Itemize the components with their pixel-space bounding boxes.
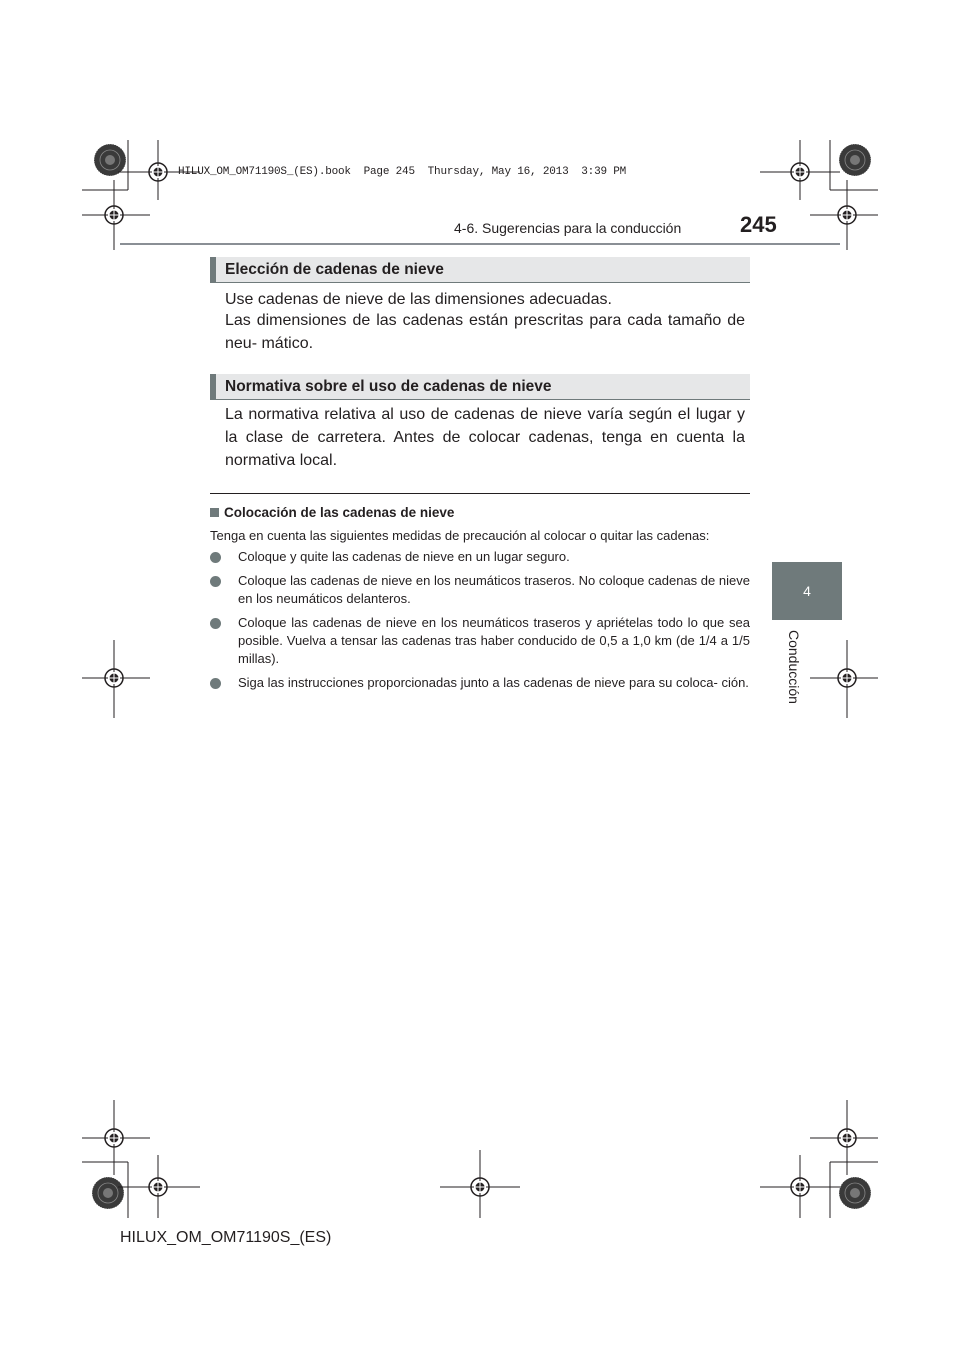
section-paragraph: Las dimensiones de las cadenas están prescritas para cada tamaño de neu- mático.: [225, 312, 745, 352]
header-rule: [120, 243, 840, 245]
note-title: [210, 505, 454, 520]
title-bar-accent: [210, 374, 216, 399]
chapter-number: 4: [803, 583, 811, 599]
list-item: [210, 572, 750, 608]
section-divider: [210, 493, 750, 494]
registration-sunburst-icon: [92, 1177, 124, 1209]
list-item: [210, 614, 750, 668]
section-title: Elección de cadenas de nieve: [225, 261, 444, 278]
list-item: [210, 674, 750, 692]
bullet-dot-icon: [210, 576, 221, 587]
list-item-text: Siga las instrucciones proporcionadas junto a las cadenas de nieve para su coloca- ción.: [238, 675, 749, 690]
bullet-dot-icon: [210, 678, 221, 689]
section-title: Normativa sobre el uso de cadenas de nieve: [225, 378, 552, 395]
running-header-section: 4-6. Sugerencias para la conducción: [454, 220, 682, 236]
note-intro: Tenga en cuenta las siguientes medidas de precaución al colocar o quitar las cadenas:: [210, 528, 710, 543]
bullet-dot-icon: [210, 618, 221, 629]
note-title-text: Colocación de las cadenas de nieve: [224, 505, 455, 520]
bullet-dot-icon: [210, 552, 221, 563]
page-number: 245: [740, 212, 777, 237]
registration-sunburst-icon: [839, 1177, 871, 1209]
section-paragraph: La normativa relativa al uso de cadenas de nieve varía según el lugar y la clase de carretera. Antes de colocar cadenas, tenga en cuenta la normativa local.: [225, 406, 745, 469]
list-item-text: Coloque y quite las cadenas de nieve en un lugar seguro.: [238, 549, 570, 564]
list-item: [210, 548, 750, 566]
title-bar-accent: [210, 257, 216, 282]
list-item-text: Coloque las cadenas de nieve en los neumáticos traseros. No coloque cadenas de nieve en los neumáticos delanteros.: [238, 573, 750, 606]
book-print-stamp: HILUX_OM_OM71190S_(ES).book Page 245 Thursday, May 16, 2013 3:39 PM: [178, 166, 627, 178]
section-title-bar: [210, 257, 750, 283]
registration-sunburst-icon: [94, 144, 126, 176]
registration-sunburst-icon: [839, 144, 871, 176]
document-code: HILUX_OM_OM71190S_(ES): [120, 1229, 332, 1246]
section-paragraph: Use cadenas de nieve de las dimensiones adecuadas.: [225, 291, 612, 308]
square-bullet-icon: [210, 508, 219, 517]
chapter-side-label: Conducción: [786, 630, 802, 704]
section-title-bar: [210, 374, 750, 400]
chapter-tab: [772, 562, 842, 620]
list-item-text: Coloque las cadenas de nieve en los neumáticos traseros y apriételas todo lo que sea posible. Vuelva a tensar las cadenas tras haber conducido de 0,5 a 1,0 km (de 1/4 a 1/5 millas).: [238, 615, 750, 666]
